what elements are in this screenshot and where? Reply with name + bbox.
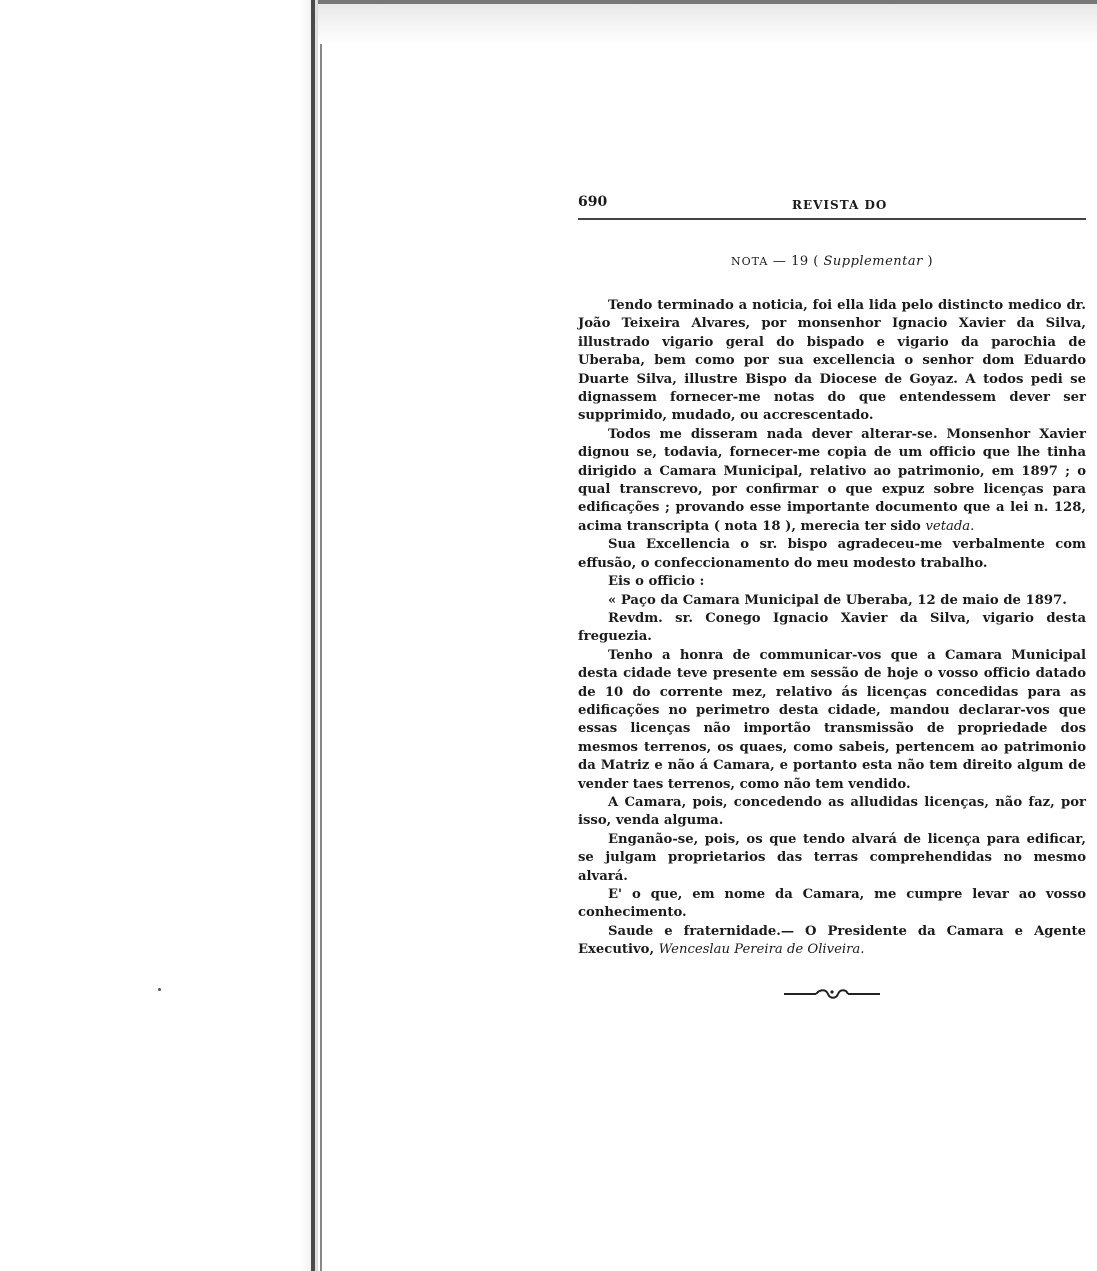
note-dash: —	[772, 254, 787, 269]
paragraph-communication: Tenho a honra de communicar-vos que a Camara Municipal desta cidade teve presente em sessão de hoje o vosso officio datado de 10 do corrente mez, relativo ás licenças concedidas para as edificações no perimetro desta cidade, mandou declarar-vos que essas licenças não importão transmissão de propriedade dos mesmos terrenos, os quaes, como sabeis, pertencem ao patrimonio da Matriz e não á Camara, e portanto esta não tem direito algum de vender taes terrenos, como não tem vendido.	[578, 647, 1086, 792]
paragraph-bishop-thanks: Sua Excellencia o sr. bispo agradeceu-me verbalmente com effusão, o confeccionamento do meu modesto trabalho.	[578, 537, 1086, 571]
page-binding-edge-inner	[320, 0, 322, 1271]
paragraph-copy-of-officio	[578, 426, 1086, 536]
paragraph-intro: Tendo terminado a noticia, foi ella lida pelo distincto medico dr. João Teixeira Alvares, por monsenhor Ignacio Xavier da Silva, illustrado vigario geral do bispado e vigario da parochia de Uberaba, bem como por sua excellencia o senhor dom Eduardo Duarte Silva, illustre Bispo da Diocese de Goyaz. A todos pedi se dignassem fornecer-me notas do que entendessem dever ser supprimido, mudado, ou accrescentado.	[578, 298, 1086, 424]
paragraph-text: Saude e fraternidade.— O Presidente da Camara e Agente Executivo,	[578, 923, 1086, 958]
scan-speck	[158, 988, 161, 991]
note-qualifier: Supplementar	[823, 254, 923, 269]
paragraph-closing: E' o que, em nome da Camara, me cumpre levar ao vosso conhecimento.	[578, 887, 1086, 921]
paragraph-italic: vetada.	[925, 518, 975, 534]
note-number: 19	[791, 254, 809, 269]
page-number: 690	[578, 194, 608, 210]
paragraph-no-sale: A Camara, pois, concedendo as alludidas licenças, não faz, por isso, venda alguma.	[578, 794, 1086, 829]
journal-title: REVISTA DO	[792, 198, 888, 212]
document-page	[578, 190, 1086, 1000]
paragraph-dateline: « Paço da Camara Municipal de Uberaba, 12 de maio de 1897.	[608, 592, 1067, 608]
scan-top-shadow	[318, 4, 1097, 44]
note-label: NOTA	[730, 255, 769, 268]
end-ornament	[578, 986, 1086, 1000]
note-title	[578, 254, 1086, 269]
flourish-icon	[782, 987, 882, 1001]
paragraph-eis-o-officio: Eis o officio :	[608, 574, 705, 590]
running-head	[578, 190, 1086, 220]
paragraph-text: Todos me disseram nada dever alterar-se. Monsenhor Xavier dignou se, todavia, fornecer-me copia de um officio que lhe tinha dirigido a Camara Municipal, relativo ao patrimonio, em 1897 ; o qual transcrevo, por confirmar o que expuz sobre licenças para edificações ; provando esse importante documento que a lei n. 128, acima transcripta ( nota 18 ), merecia ter sido	[578, 426, 1086, 534]
paragraph-mistaken: Enganão-se, pois, os que tendo alvará de licença para edificar, se julgam proprietarios das terras comprehendidas no mesmo alvará.	[578, 831, 1086, 884]
paragraph-salutation: Revdm. sr. Conego Ignacio Xavier da Silva, vigario desta freguezia.	[578, 610, 1086, 645]
note-body	[578, 297, 1086, 960]
paragraph-signature	[578, 923, 1086, 960]
note-open-paren: (	[813, 254, 819, 269]
signature-name: Wenceslau Pereira de Oliveira.	[658, 942, 865, 958]
scan-left-margin	[0, 0, 318, 1271]
note-close-paren: )	[927, 254, 934, 269]
page-binding-edge	[311, 0, 315, 1271]
